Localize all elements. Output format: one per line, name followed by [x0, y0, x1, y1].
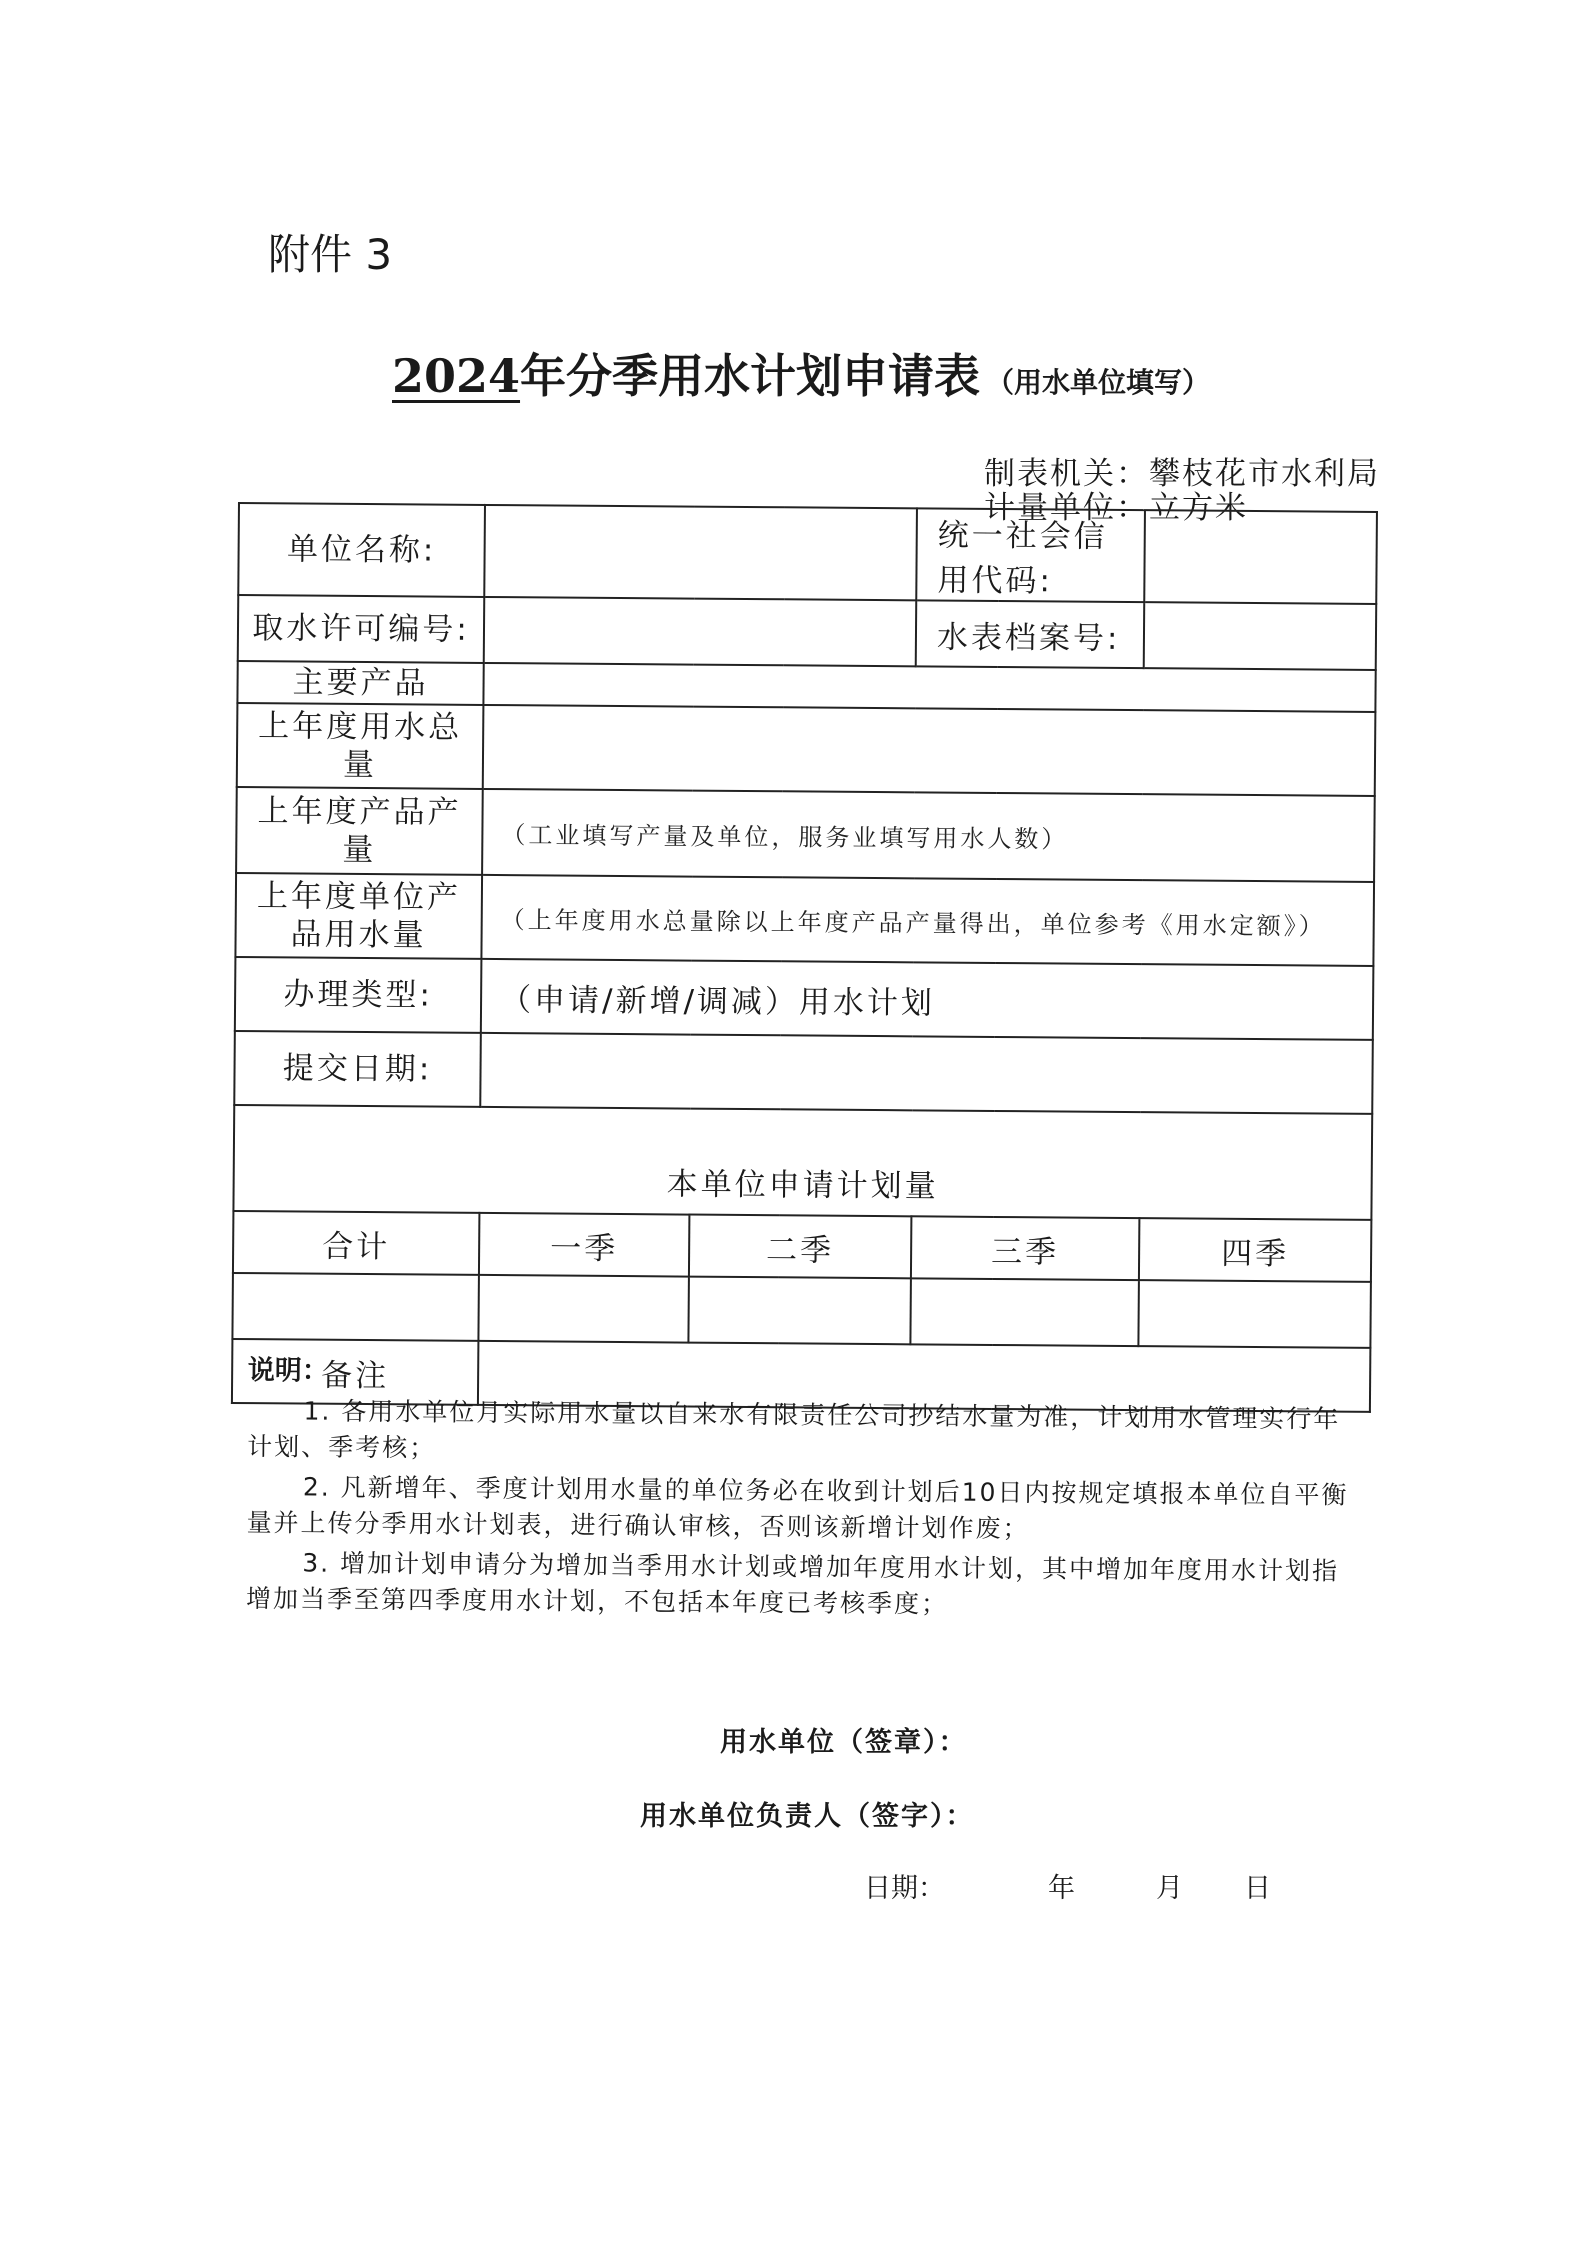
credit-code-label: 统一社会信用代码:	[916, 508, 1145, 602]
main-products-label: 主要产品	[237, 661, 483, 705]
note-item: 2. 凡新增年、季度计划用水量的单位务必在收到计划后10日内按规定填报本单位自平衡量并上传分季用水计划表，进行确认审核，否则该新增计划作废；	[246, 1472, 1349, 1544]
person-sign-label: 用水单位负责人（签字）：	[640, 1801, 975, 1832]
handle-type-label: 办理类型:	[235, 957, 482, 1033]
permit-no-field[interactable]	[484, 597, 917, 666]
unit-water-label: 上年度单位产品用水量	[235, 873, 482, 959]
last-year-total-label: 上年度用水总量	[237, 703, 484, 789]
plan-header: 本单位申请计划量	[233, 1105, 1372, 1220]
page-title	[392, 340, 1210, 406]
col-q1: 一季	[479, 1213, 689, 1277]
main-products-field[interactable]	[483, 663, 1375, 712]
date-day: 日	[1244, 1873, 1271, 1904]
date-label: 日期：	[864, 1873, 945, 1904]
title-year: 2024	[392, 349, 521, 403]
date-year: 年	[1048, 1873, 1075, 1904]
unit-water-field[interactable]: （上年度用水总量除以上年度产品产量得出，单位参考《用水定额》）	[481, 875, 1374, 966]
col-q4: 四季	[1139, 1218, 1371, 1282]
last-year-output-label: 上年度产品产量	[236, 787, 483, 875]
meter-file-label: 水表档案号:	[916, 600, 1145, 668]
title-subtitle: （用水单位填写）	[986, 366, 1211, 399]
col-q3: 三季	[911, 1216, 1139, 1280]
notes-section	[246, 1348, 1360, 1630]
meter-file-field[interactable]	[1144, 602, 1377, 670]
credit-code-field[interactable]	[1144, 510, 1377, 604]
last-year-total-field[interactable]	[483, 705, 1376, 796]
title-main: 年分季用水计划申请表	[520, 349, 981, 403]
handle-type-field[interactable]: （申请/新增/调减）用水计划	[481, 959, 1374, 1040]
date-month: 月	[1156, 1873, 1183, 1904]
q2-field[interactable]	[688, 1277, 911, 1345]
unit-seal-label: 用水单位（签章）：	[720, 1727, 968, 1758]
col-q2: 二季	[689, 1215, 911, 1279]
total-field[interactable]	[232, 1273, 479, 1341]
note-item: 1. 各用水单位月实际用水量以自来水有限责任公司抄结水量为准，计划用水管理实行年计划、季考核；	[247, 1396, 1341, 1463]
q1-field[interactable]	[478, 1275, 689, 1343]
application-form	[231, 502, 1378, 1413]
note-item: 3. 增加计划申请分为增加当季用水计划或增加年度用水计划，其中增加年度用水计划指增加当季至第四季度用水计划，不包括本年度已考核季度；	[245, 1548, 1340, 1619]
q4-field[interactable]	[1138, 1280, 1371, 1348]
unit-line: 计量单位：立方米	[984, 490, 1248, 526]
unit-name-label: 单位名称:	[238, 503, 485, 597]
permit-no-label: 取水许可编号:	[238, 595, 485, 663]
q3-field[interactable]	[910, 1278, 1139, 1346]
issuer-line: 制表机关：攀枝花市水利局	[984, 456, 1380, 492]
last-year-output-field[interactable]: （工业填写产量及单位，服务业填写用水人数）	[482, 789, 1375, 882]
attachment-label: 附件 3	[268, 230, 393, 279]
notes-heading: 说明：	[247, 1354, 329, 1387]
col-total: 合计	[233, 1211, 479, 1275]
remarks-label: 备注	[232, 1339, 478, 1405]
submit-date-label: 提交日期:	[234, 1031, 481, 1107]
submit-date-field[interactable]	[480, 1033, 1373, 1114]
unit-name-field[interactable]	[484, 505, 917, 600]
